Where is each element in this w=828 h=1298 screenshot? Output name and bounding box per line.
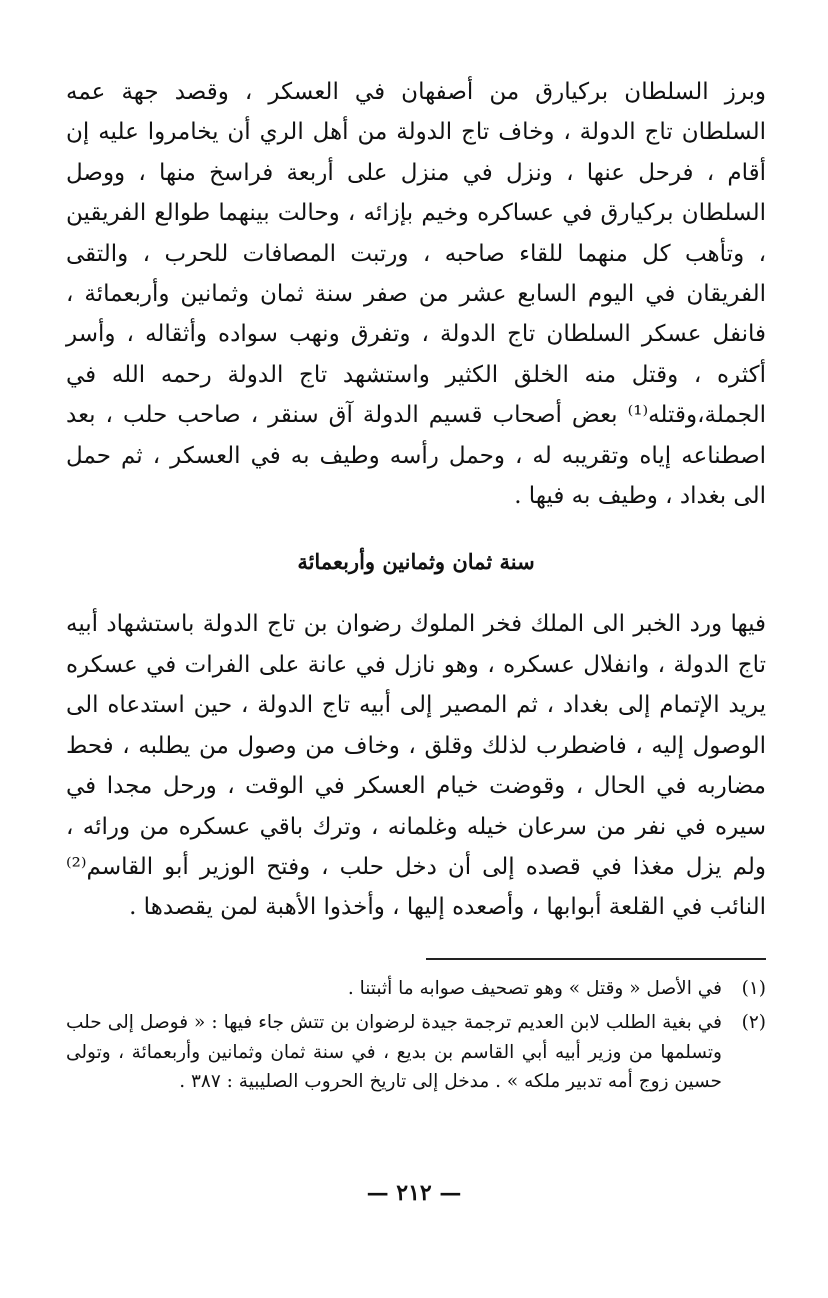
- footnotes: [66, 974, 766, 1097]
- footnote-text: في الأصل « وقتل » وهو تصحيف صوابه ما أثبتنا .: [347, 977, 722, 999]
- body-paragraph-2: فيها ورد الخبر الى الملك فخر الملوك رضوان بن تاج الدولة باستشهاد أبيه تاج الدولة ، وانفلال عسكره ، وهو نازل في عانة على الفرات في عسكره يريد الإتمام إلى بغداد ، ثم المصير إلى أبيه تاج الدولة ، حين استدعاه الى الوصول إليه ، فاضطرب لذلك وقلق ، وخاف من وصول من يطلبه ، فحط مضاربه في الحال ، وقوضت خيام العسكر في الوقت ، ورحل مجدا في سيره في نفر من سرعان خيله وغلمانه ، وترك باقي عسكره من ورائه ، ولم يزل مغذا في قصده إلى أن دخل حلب ، وفتح الوزير أبو القاسم⁽²⁾ النائب في القلعة أبوابها ، وأصعده إليها ، وأخذوا الأهبة لمن يقصدها .: [66, 611, 766, 921]
- footnote-number: (١): [741, 977, 766, 999]
- footnote-divider: [426, 958, 766, 960]
- footnote-2: [66, 1008, 766, 1097]
- page-number: — ٢١٢ —: [366, 1180, 462, 1206]
- section-heading: سنة ثمان وثمانين وأربعمائة: [297, 549, 535, 575]
- body-paragraph-1: وبرز السلطان بركيارق من أصفهان في العسكر ، وقصد جهة عمه السلطان تاج الدولة ، وخاف تاج الدولة من أهل الري أن يخامروا عليه إن أقام ، فرحل عنها ، ونزل في منزل على أربعة فراسخ منها ، ووصل السلطان بركيارق في عساكره وخيم بإزائه ، وحالت بينهما طوالع الفريقين ، وتأهب كل منهما للقاء صاحبه ، ورتبت المصافات للحرب ، والتقى الفريقان في اليوم السابع عشر من صفر سنة ثمان وثمانين وأربعمائة ، فانفل عسكر السلطان تاج الدولة ، وتفرق ونهب سواده وأثقاله ، وأسر أكثره ، وقتل منه الخلق الكثير واستشهد تاج الدولة رحمه الله في الجملة،وقتله⁽¹⁾ بعض أصحاب قسيم الدولة آق سنقر ، صاحب حلب ، بعد اصطناعه إياه وتقريبه له ، وحمل رأسه وطيف به في العسكر ، ثم حمل الى بغداد ، وطيف به فيها .: [66, 79, 766, 510]
- footnote-number: (٢): [741, 1012, 766, 1034]
- footnote-text: في بغية الطلب لابن العديم ترجمة جيدة لرضوان بن تتش جاء فيها : « فوصل إلى حلب وتسلمها من وزير أبيه أبي القاسم بن بديع ، في سنة ثمان وثمانين وأربعمائة ، وتولى حسين زوج أمه تدبير ملكه » . مدخل إلى تاريخ الحروب الصليبية : ٣٨٧ .: [66, 1012, 722, 1093]
- footnote-1: [66, 974, 766, 1004]
